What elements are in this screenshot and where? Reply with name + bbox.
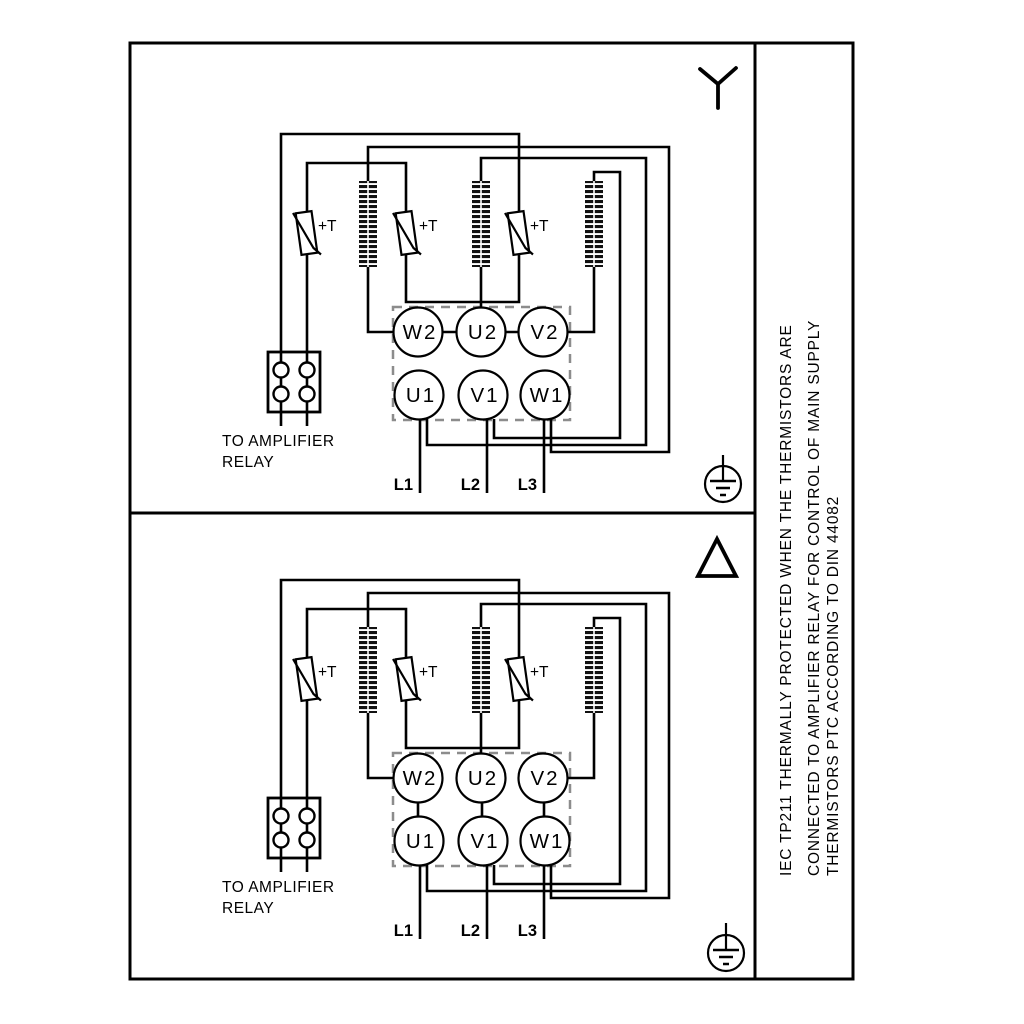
side-note-line-3: THERMISTORS PTC ACCORDING TO DIN 44082	[825, 495, 842, 876]
side-note-line-2: CONNECTED TO AMPLIFIER RELAY FOR CONTROL OF MAIN SUPPLY	[806, 319, 823, 876]
side-note-line-1: IEC TP211 THERMALLY PROTECTED WHEN THE THERMISTORS ARE	[778, 324, 795, 876]
